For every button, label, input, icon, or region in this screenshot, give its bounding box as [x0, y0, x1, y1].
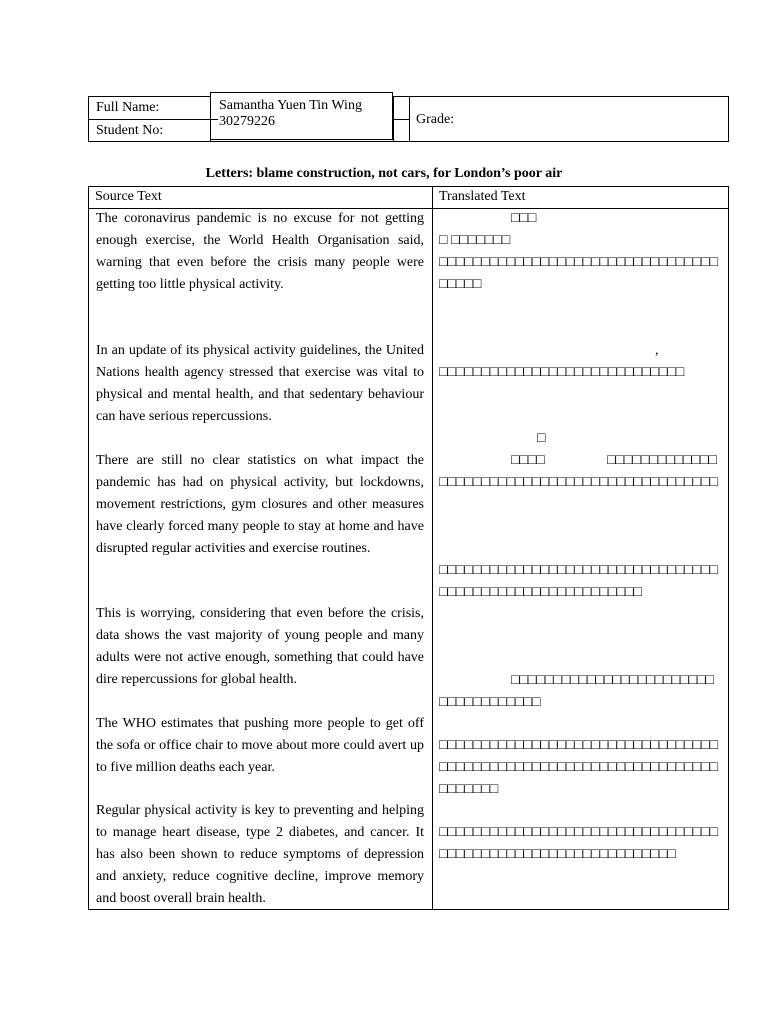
translated-paragraph: □□□□□□□□□□□□□□□□□□□□□□□□□□□□□□□□□□□□□□: [439, 255, 719, 292]
translated-paragraph: □□□□□□□□□□□□□□□□□□□□□□□□□□□□□□□□□□□□□□□□□□□□□□□□□□□□□□□□□□□□□: [439, 825, 719, 862]
source-paragraph: The WHO estimates that pushing more people to get off the sofa or office chair to move about more could avert up to five million deaths each year.: [96, 716, 424, 775]
header-row-divider: [88, 119, 210, 120]
source-paragraph: This is worrying, considering that even before the crisis, data shows the vast majority of young people and many adults were not active enough, something that could have dire repercussions for global health.: [96, 606, 424, 687]
student-no-value: 30279226: [219, 114, 275, 129]
full-name-label: Full Name:: [96, 100, 160, 115]
header-row-divider: [210, 119, 218, 120]
translated-paragraph: □□□□□□□□□□□□□□□□□□□□□□□□□□□□□□□□□□□□□□□□□□□□□□□□□□□□□□□□□: [439, 563, 719, 600]
full-name-value: Samantha Yuen Tin Wing: [219, 98, 362, 113]
source-paragraph: There are still no clear statistics on what impact the pandemic has had on physical activity, but lockdowns, movement restrictions, gym closures and other measures have clearly forced many people to stay at home and have disrupted regular activities and exercise routines.: [96, 453, 424, 556]
grade-label: Grade:: [416, 112, 455, 127]
source-text-header: Source Text: [95, 189, 162, 204]
translated-text-header: Translated Text: [439, 189, 526, 204]
translated-line: □: [537, 431, 546, 446]
translated-paragraph: [439, 670, 719, 714]
document-title: Letters: blame construction, not cars, for London’s poor air: [205, 166, 563, 181]
translated-line: ,: [655, 343, 659, 358]
translated-line: □ □□□□□□□: [439, 233, 511, 248]
source-paragraph: The coronavirus pandemic is no excuse for not getting enough exercise, the World Health Organisation said, warning that even before the crisis many people were getting too little physical activity.: [96, 211, 424, 292]
translated-line-segment: □□□□□□□□□□□□□□□□□□□□□□□□□□□□□□□□□□□□□□□□□□□□□□: [439, 453, 719, 490]
header-row-divider: [393, 119, 409, 120]
translated-line-segment: □□□□□□□□□□□□□□□□□□□□□□□□□□□□□□□□□□□□: [439, 673, 714, 710]
translated-line: □□□: [511, 211, 537, 226]
translated-paragraph: □□□□□□□□□□□□□□□□□□□□□□□□□□□□□: [439, 365, 685, 380]
source-paragraph: Regular physical activity is key to preventing and helping to manage heart disease, type 2 diabetes, and cancer. It has also been shown to reduce symptoms of depression and anxiety, reduce cognitive decline, improve memory and boost overall brain health.: [96, 803, 424, 906]
source-paragraph: In an update of its physical activity guidelines, the United Nations health agency stressed that exercise was vital to physical and mental health, and that sedentary behaviour can have serious repercussions.: [96, 343, 424, 424]
header-column-divider: [409, 96, 410, 142]
translated-line: □□□□: [511, 453, 545, 468]
student-no-label: Student No:: [96, 123, 164, 138]
translated-paragraph: □□□□□□□□□□□□□□□□□□□□□□□□□□□□□□□□□□□□□□□□□□□□□□□□□□□□□□□□□□□□□□□□□□□□□□□□□: [439, 738, 719, 797]
table-column-divider: [432, 186, 433, 910]
translated-paragraph: [439, 450, 719, 494]
